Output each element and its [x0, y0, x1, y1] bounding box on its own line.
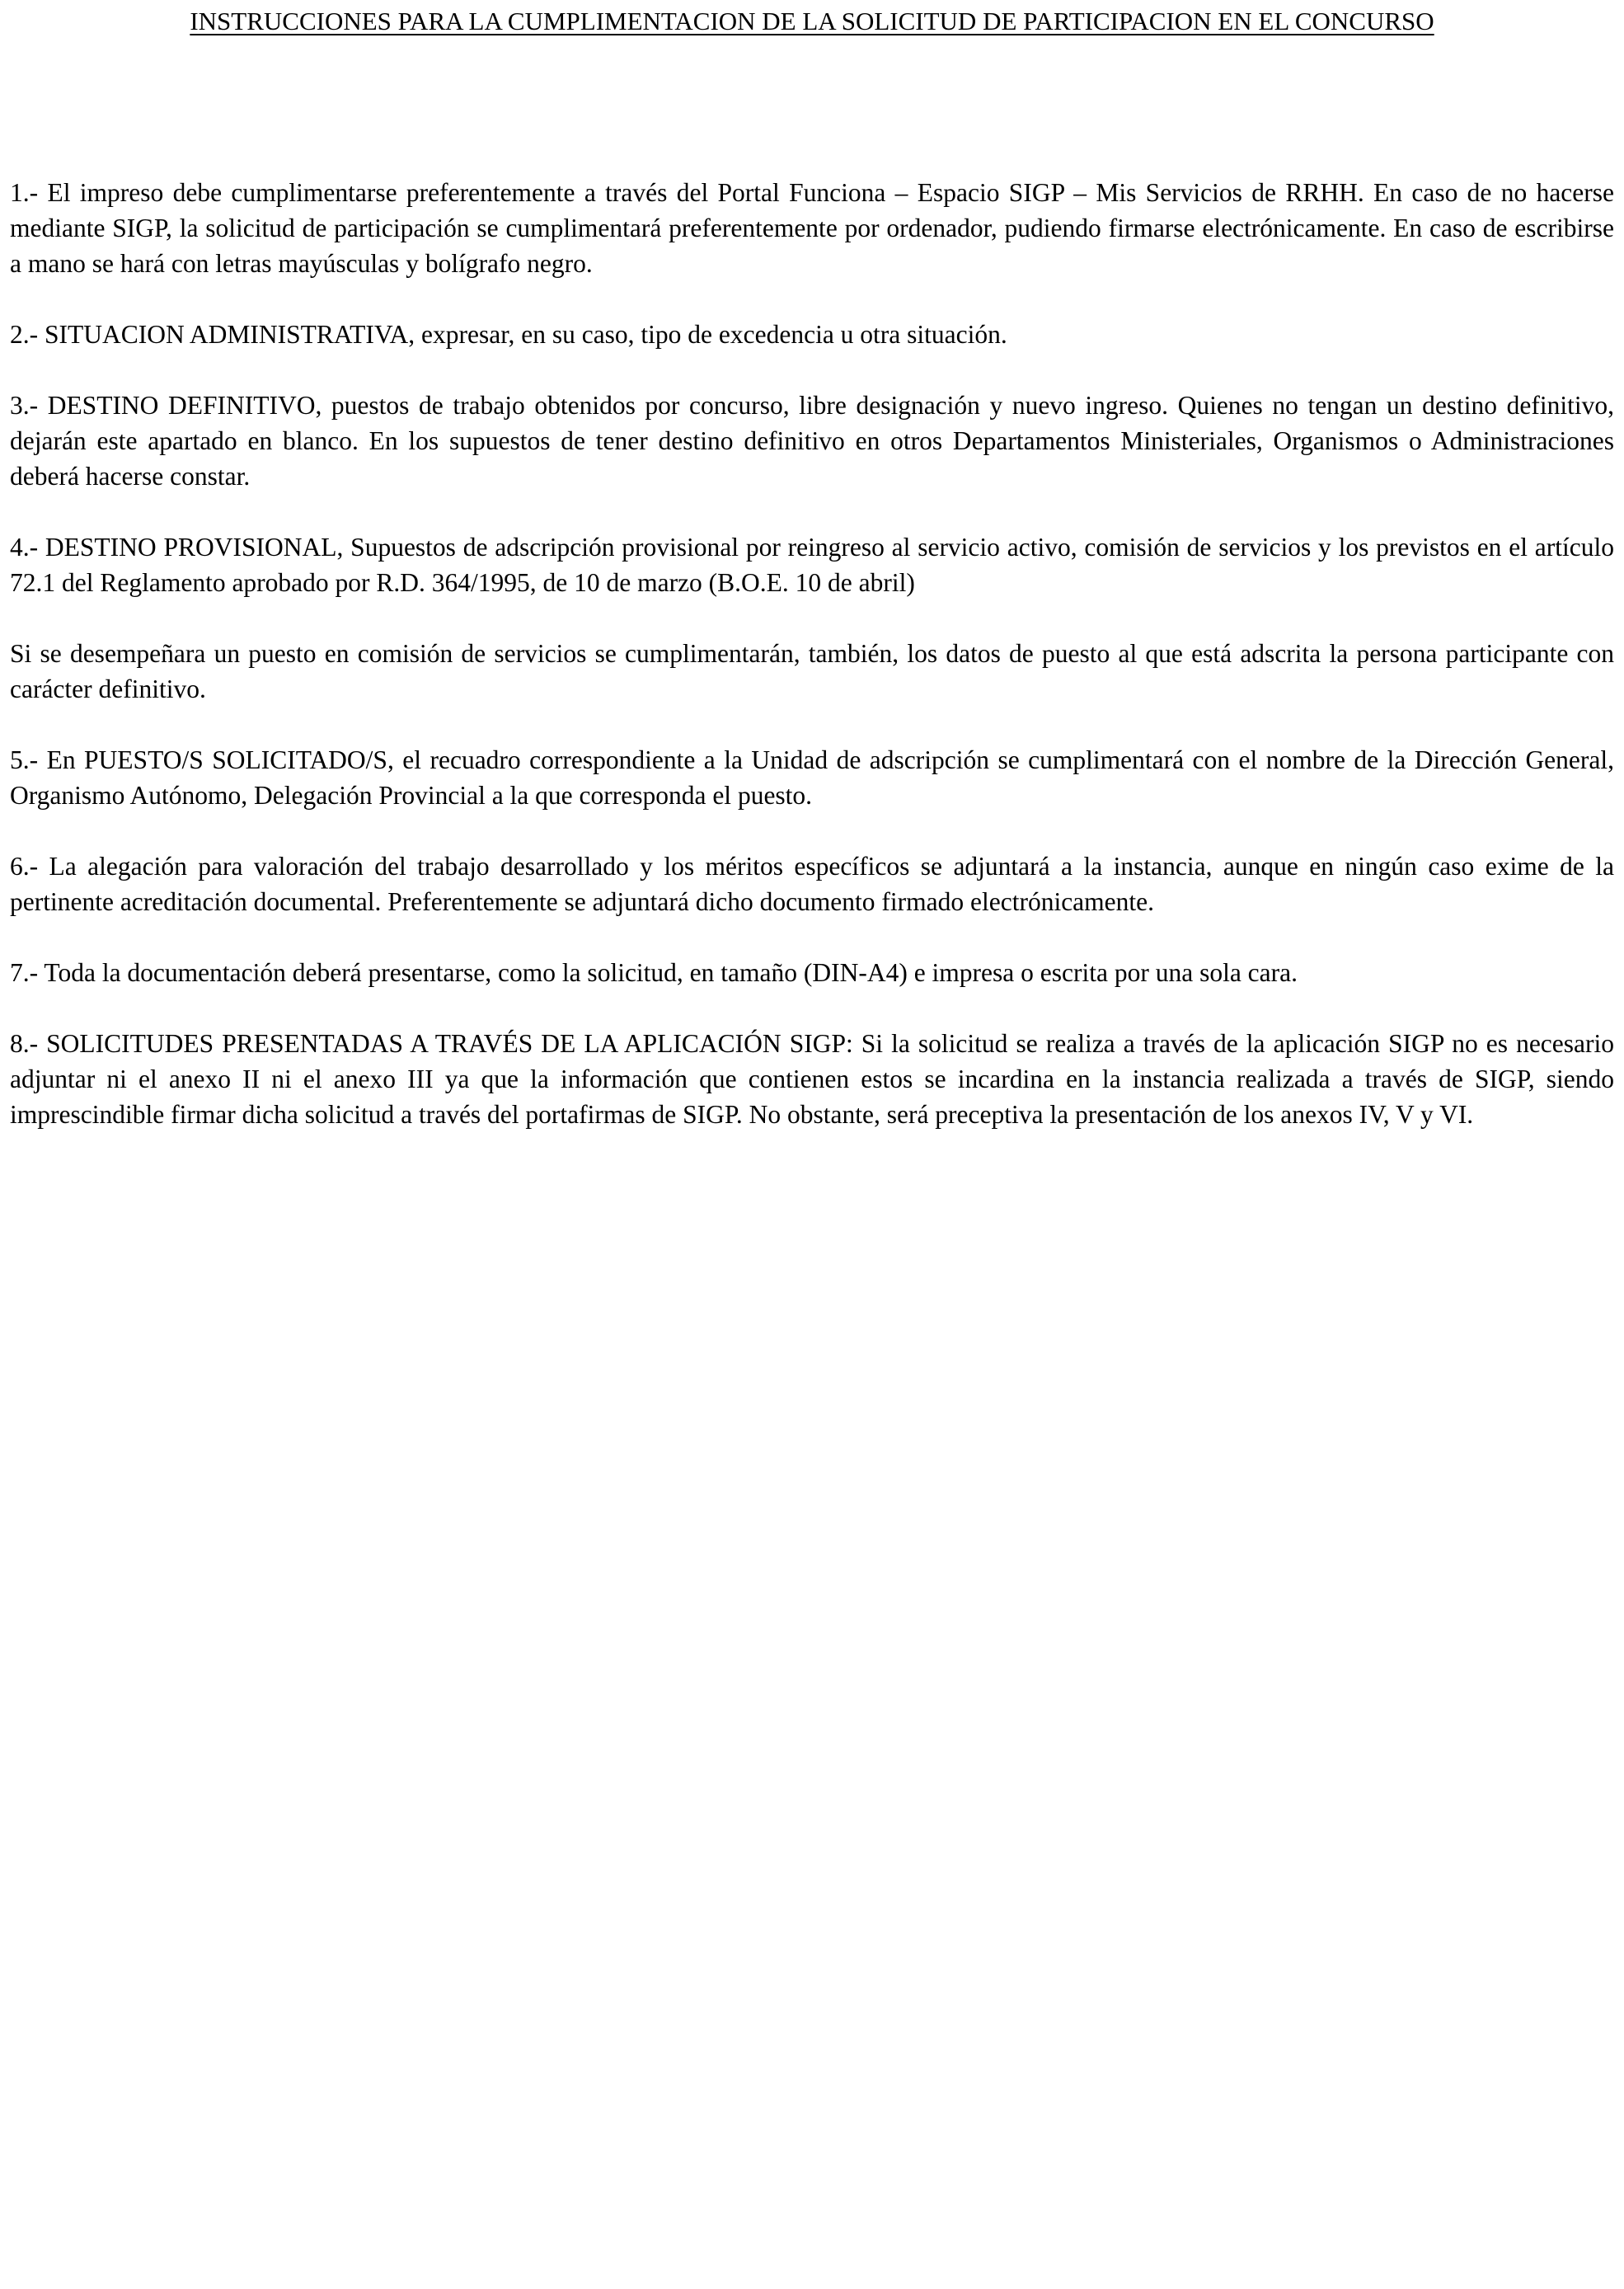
instruction-1: 1.- El impreso debe cumplimentarse preferentemente a través del Portal Funciona – Espacio SIGP – Mis Servicios de RRHH. En caso de no hacerse mediante SIGP, la solicitud de participación se cumplimentará preferentemente por ordenador, pudiendo firmarse electrónicamente. En caso de escribirse a mano se hará con letras mayúsculas y bolígrafo negro.	[10, 178, 1614, 278]
instruction-2: 2.- SITUACION ADMINISTRATIVA, expresar, en su caso, tipo de excedencia u otra situación.	[10, 320, 1007, 349]
instruction-5: 5.- En PUESTO/S SOLICITADO/S, el recuadro correspondiente a la Unidad de adscripción se cumplimentará con el nombre de la Dirección General, Organismo Autónomo, Delegación Provincial a la que corresponda el puesto.	[10, 745, 1614, 810]
instructions-body	[10, 175, 1614, 1168]
instruction-4: 4.- DESTINO PROVISIONAL, Supuestos de adscripción provisional por reingreso al servicio activo, comisión de servicios y los previstos en el artículo 72.1 del Reglamento aprobado por R.D. 364/1995, de 10 de marzo (B.O.E. 10 de abril)	[10, 533, 1614, 597]
instruction-4-note: Si se desempeñara un puesto en comisión de servicios se cumplimentarán, también, los datos de puesto al que está adscrita la persona participante con carácter definitivo.	[10, 639, 1614, 703]
instruction-3: 3.- DESTINO DEFINITIVO, puestos de trabajo obtenidos por concurso, libre designación y nuevo ingreso. Quienes no tengan un destino definitivo, dejarán este apartado en blanco. En los supuestos de tener destino definitivo en otros Departamentos Ministeriales, Organismos o Administraciones deberá hacerse constar.	[10, 391, 1614, 491]
instruction-8: 8.- SOLICITUDES PRESENTADAS A TRAVÉS DE LA APLICACIÓN SIGP: Si la solicitud se realiza a través de la aplicación SIGP no es necesario adjuntar ni el anexo II ni el anexo III ya que la información que contienen estos se incardina en la instancia realizada a través de SIGP, siendo imprescindible firmar dicha solicitud a través del portafirmas de SIGP. No obstante, será preceptiva la presentación de los anexos IV, V y VI.	[10, 1029, 1614, 1129]
page-title: INSTRUCCIONES PARA LA CUMPLIMENTACION DE LA SOLICITUD DE PARTICIPACION EN EL CONCURSO	[190, 7, 1434, 35]
instruction-7: 7.- Toda la documentación deberá presentarse, como la solicitud, en tamaño (DIN-A4) e impresa o escrita por una sola cara.	[10, 958, 1298, 987]
instruction-6: 6.- La alegación para valoración del trabajo desarrollado y los méritos específicos se adjuntará a la instancia, aunque en ningún caso exime de la pertinente acreditación documental. Preferentemente se adjuntará dicho documento firmado electrónicamente.	[10, 852, 1614, 916]
